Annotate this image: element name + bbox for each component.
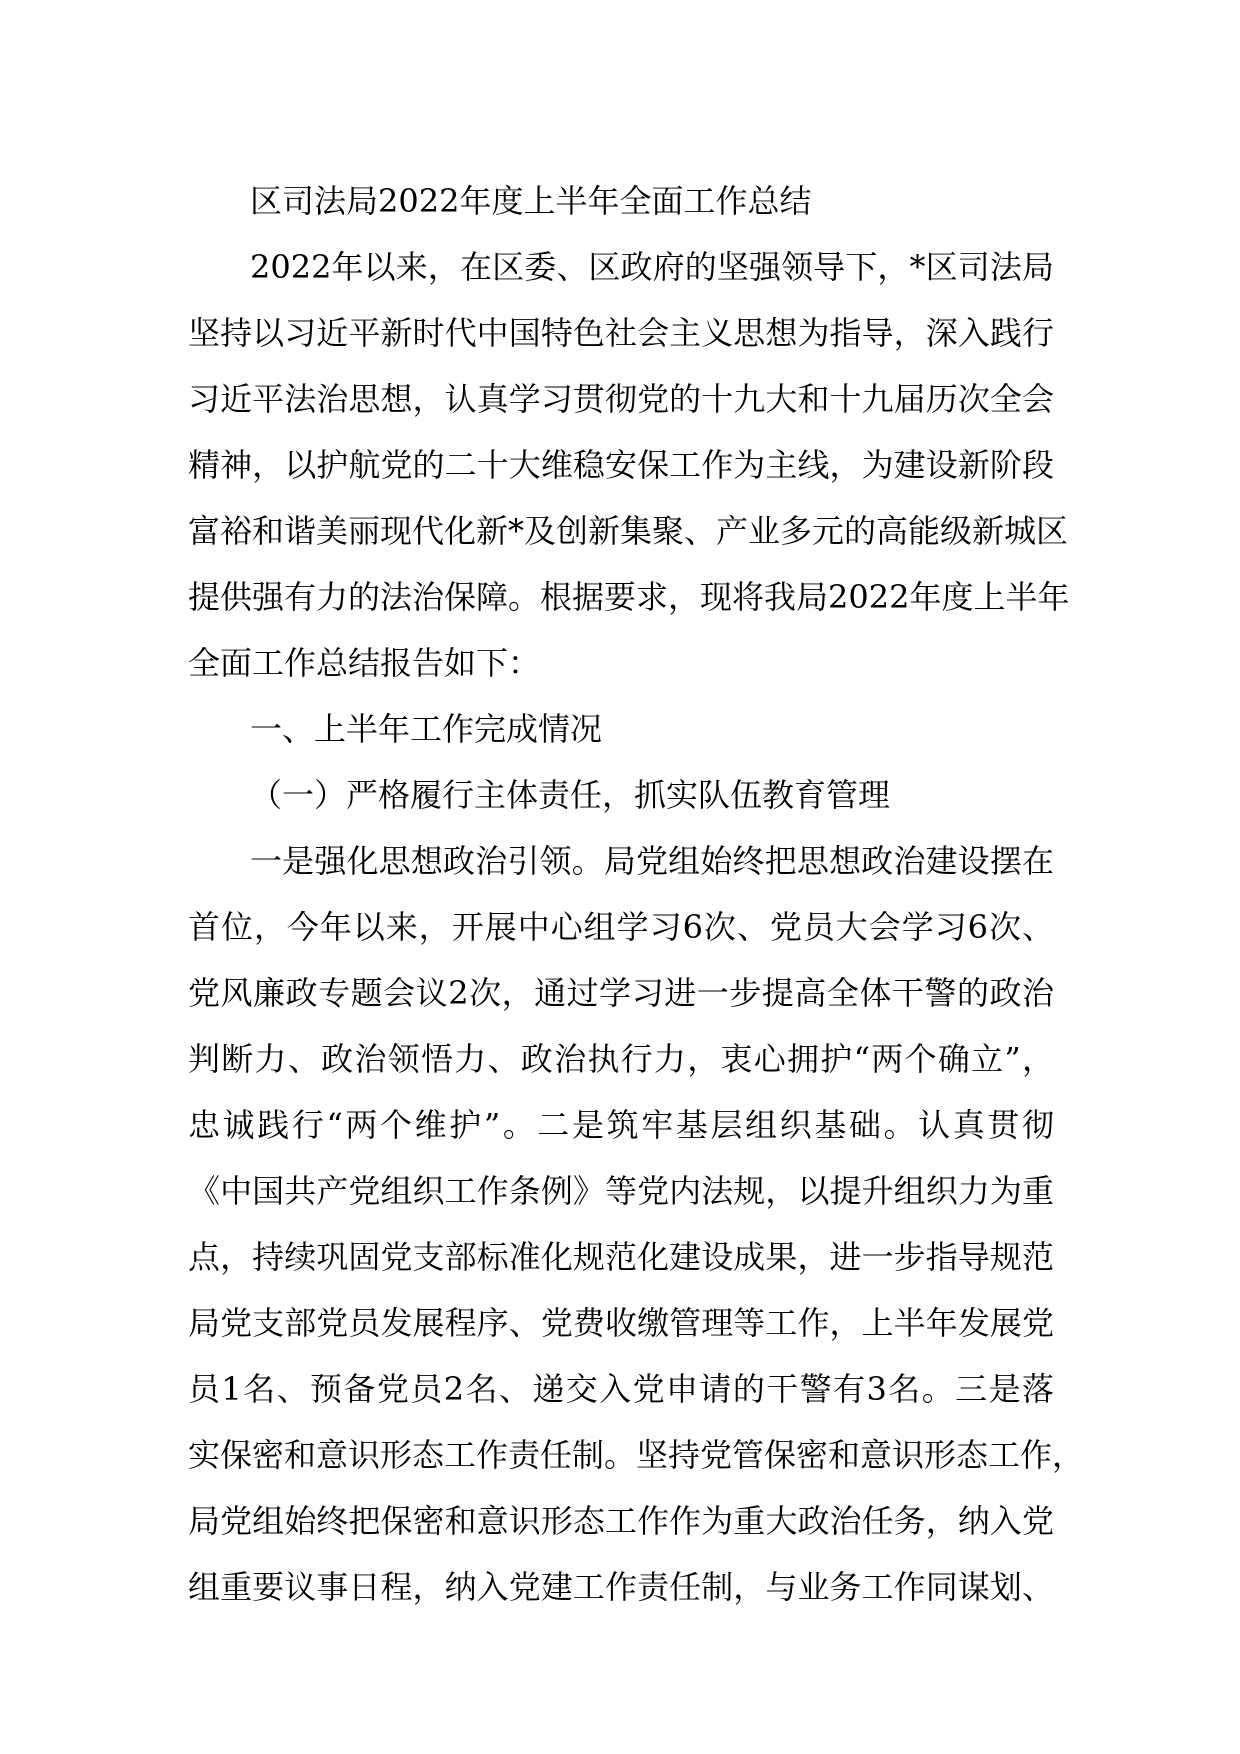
paragraph-line: 2022年以来，在区委、区政府的坚强领导下，*区司法局 <box>250 248 1054 286</box>
paragraph-line: 实保密和意识形态工作责任制。坚持党管保密和意识形态工作， <box>188 1436 1085 1474</box>
paragraph-line: 《中国共产党组织工作条例》等党内法规，以提升组织力为重 <box>188 1172 1054 1210</box>
paragraph-line: 判断力、政治领悟力、政治执行力，衷心拥护“两个确立”， <box>188 1040 1054 1078</box>
paragraph-line: 员1名、预备党员2名、递交入党申请的干警有3名。三是落 <box>188 1370 1054 1408</box>
document-body <box>188 168 1085 1620</box>
paragraph-line: 坚持以习近平新时代中国特色社会主义思想为指导，深入践行 <box>188 314 1054 352</box>
paragraph-line: 习近平法治思想，认真学习贯彻党的十九大和十九届历次全会 <box>188 380 1054 418</box>
document-title: 区司法局2022年度上半年全面工作总结 <box>250 182 812 220</box>
paragraph-line: 一是强化思想政治引领。局党组始终把思想政治建设摆在 <box>250 842 1054 880</box>
paragraph-line: 忠诚践行“两个维护”。二是筑牢基层组织基础。认真贯彻 <box>188 1106 1054 1144</box>
paragraph-line: 局党支部党员发展程序、党费收缴管理等工作，上半年发展党 <box>188 1304 1054 1342</box>
subsection-heading: （一）严格履行主体责任，抓实队伍教育管理 <box>250 776 891 814</box>
paragraph-line: 点，持续巩固党支部标准化规范化建设成果，进一步指导规范 <box>188 1238 1054 1276</box>
paragraph-line: 提供强有力的法治保障。根据要求，现将我局2022年度上半年 <box>188 578 1070 616</box>
paragraph-line: 党风廉政专题会议2次，通过学习进一步提高全体干警的政治 <box>188 974 1054 1012</box>
paragraph-line: 组重要议事日程，纳入党建工作责任制，与业务工作同谋划、 <box>188 1568 1054 1606</box>
paragraph-line: 富裕和谐美丽现代化新*及创新集聚、产业多元的高能级新城区 <box>188 512 1069 550</box>
paragraph-line: 全面工作总结报告如下： <box>188 644 541 682</box>
paragraph-line: 首位，今年以来，开展中心组学习6次、党员大会学习6次、 <box>188 908 1054 946</box>
paragraph-line: 精神，以护航党的二十大维稳安保工作为主线，为建设新阶段 <box>188 446 1054 484</box>
paragraph-line: 局党组始终把保密和意识形态工作作为重大政治任务，纳入党 <box>188 1502 1054 1540</box>
section-heading: 一、上半年工作完成情况 <box>250 710 603 748</box>
